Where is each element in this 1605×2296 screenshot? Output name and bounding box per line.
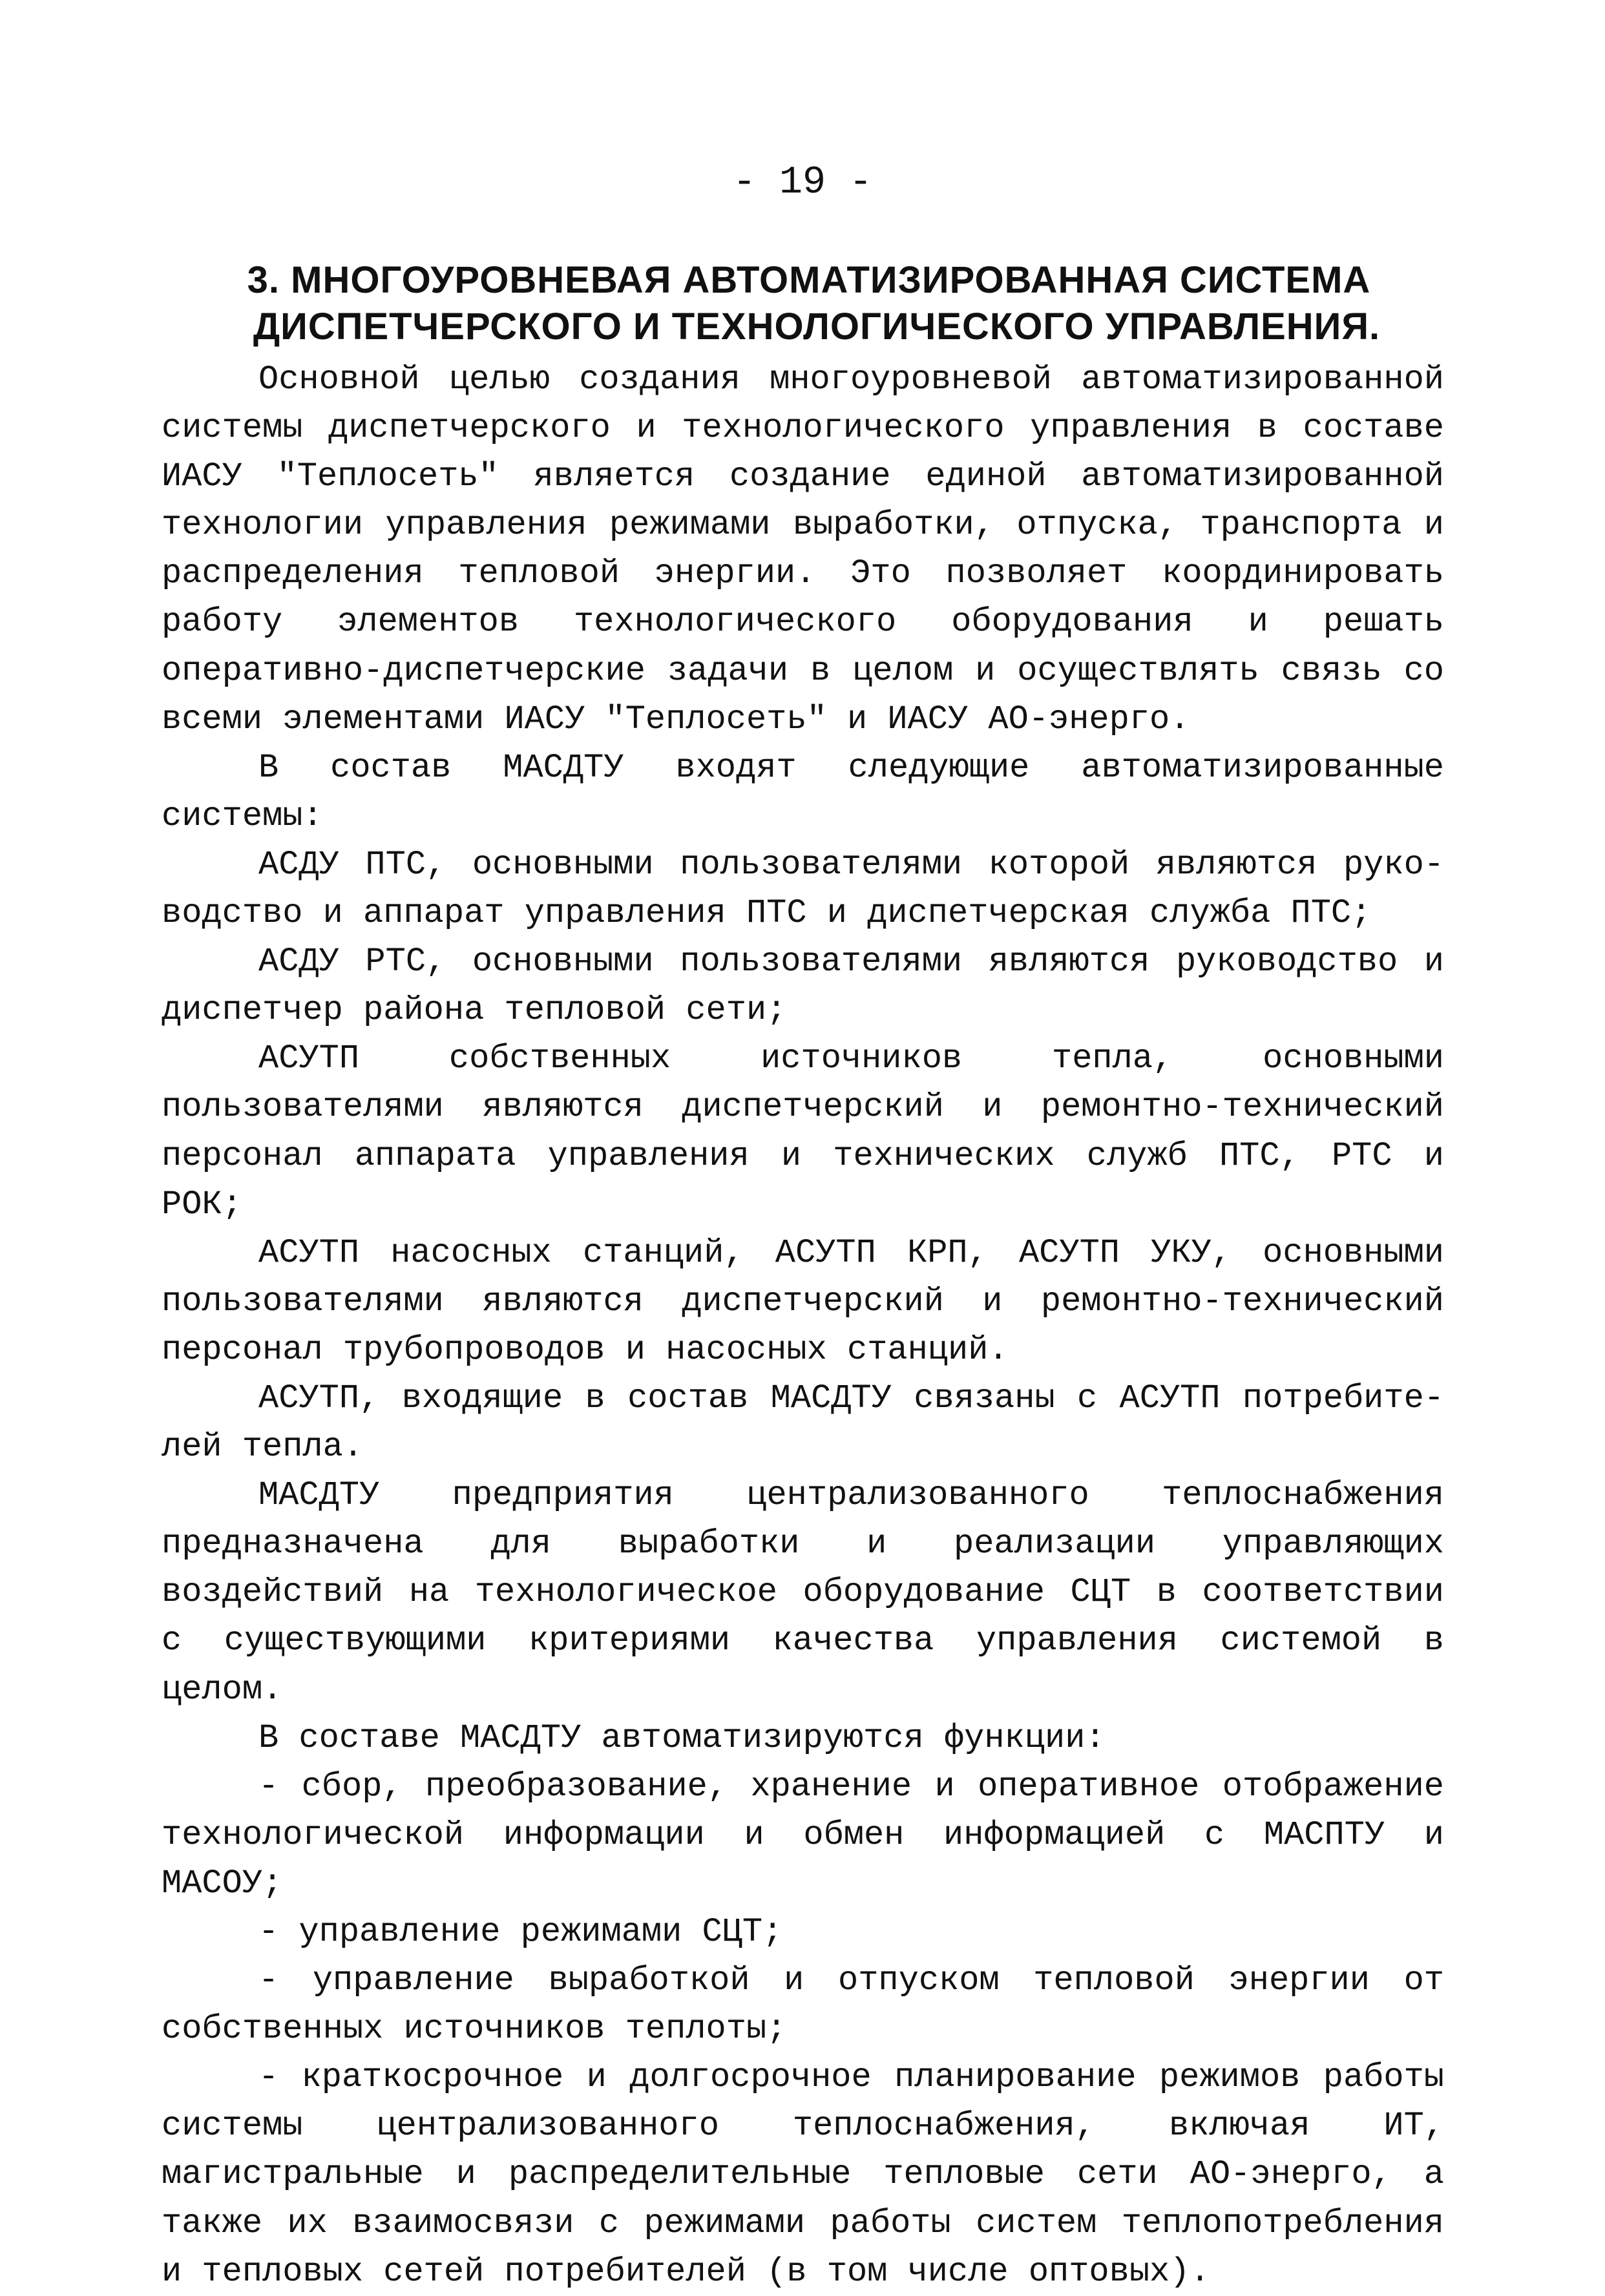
paragraph-purpose: Основной целью создания многоуровневой автоматизированной системы диспетчерского и технологического управления в составе ИАСУ "Теплосеть" является создание единой автоматизированной технологии управления режимами выработки, отпуска, транспорта и распределения тепловой энергии. Это позволяет координировать работу элементов технологического оборудования и решать оперативно-диспетчерские задачи в целом и осуществлять связь со всеми элементами ИАСУ "Теплосеть" и ИАСУ АО-энерго. [162, 360, 1444, 738]
paragraph-asutp-consumers: АСУТП, входящие в состав МАСДТУ связаны с АСУТП потребителей тепла. [162, 1379, 1444, 1466]
body-text [162, 355, 1444, 2296]
paragraph-functions-intro: В составе МАСДТУ автоматизируются функции: [258, 1718, 1106, 1757]
section-title-line-2: ДИСПЕТЧЕРСКОГО И ТЕХНОЛОГИЧЕСКОГО УПРАВЛЕНИЯ. [253, 306, 1381, 348]
paragraph-asdu-rts: АСДУ РТС, основными пользователями являются руководство и диспетчер района тепловой сети; [162, 943, 1444, 1030]
list-item-generation-control: - управление выработкой и отпуском тепловой энергии от собственных источников теплоты; [162, 1961, 1444, 2049]
list-item-mode-control: - управление режимами СЦТ; [258, 1913, 783, 1951]
section-title-line-1: 3. МНОГОУРОВНЕВАЯ АВТОМАТИЗИРОВАННАЯ СИСТЕМА [247, 259, 1371, 301]
paragraph-asutp-sources: АСУТП собственных источников тепла, основными пользователями являются диспетчерский и ремонтно-технический персонал аппарата управления и технических служб ПТС, РТС и РОК; [162, 1039, 1444, 1224]
paragraph-composition-intro: В состав МАСДТУ входят следующие автоматизированные системы: [162, 748, 1444, 835]
list-item-data-collection: - сбор, преобразование, хранение и оперативное отображение технологической информации и обмен информацией с МАСПТУ и МАСОУ; [162, 1767, 1444, 1903]
paragraph-asutp-pumps: АСУТП насосных станций, АСУТП КРП, АСУТП УКУ, основными пользователями являются диспетчерский и ремонтно-технический персонал трубопроводов и насосных станций. [162, 1233, 1444, 1369]
page-number: - 19 - [732, 161, 873, 205]
list-item-planning: - краткосрочное и долгосрочное планирование режимов работы системы централизованного теплоснабжения, включая ИТ, магистральные и распределительные тепловые сети АО-энерго, а также их взаимосвязи с режимами работы систем теплопотребления и тепловых сетей потребителей (в том числе оптовых). [162, 2058, 1444, 2291]
paragraph-asdu-pts: АСДУ ПТС, основными пользователями которой являются руководство и аппарат управления ПТС и диспетчерская служба ПТС; [162, 845, 1444, 933]
paragraph-masdtu-purpose: МАСДТУ предприятия централизованного теплоснабжения предназначена для выработки и реализации управляющих воздействий на технологическое оборудование СЦТ в соответствии с существующими критериями качества управления системой в целом. [162, 1476, 1444, 1709]
